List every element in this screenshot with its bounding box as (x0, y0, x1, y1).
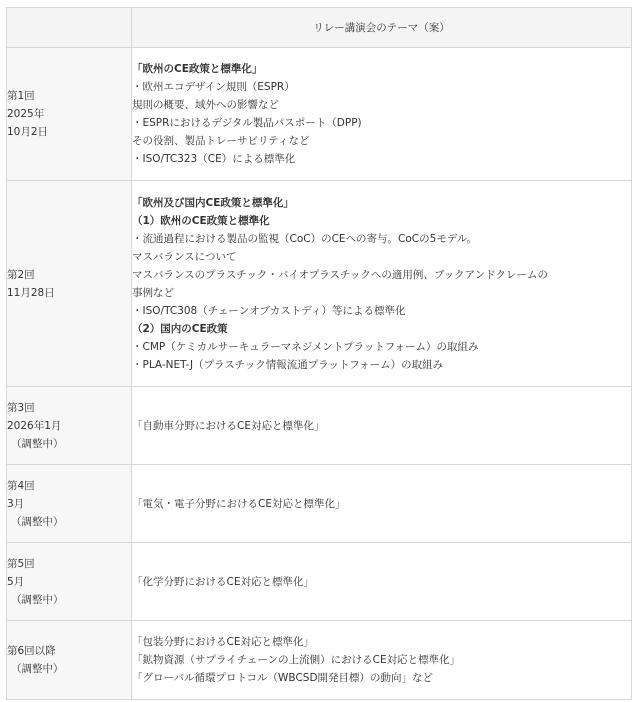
session-line: 3月 (7, 497, 25, 510)
session-line: 5月 (7, 575, 25, 588)
theme-line: 「化学分野におけるCE対応と標準化」 (132, 575, 314, 588)
theme-line: マスバランスのプラスチック・バイオプラスチックへの適用例、ブックアンドクレームの (132, 268, 549, 281)
session-cell (7, 181, 132, 387)
theme-cell (132, 181, 632, 387)
theme-cell (132, 465, 632, 543)
table-row (7, 543, 632, 621)
theme-line: 「グローバル循環プロトコル（WBCSD開発目標）の動向」など (132, 672, 434, 684)
theme-line: 事例など (132, 286, 174, 299)
table-row (7, 181, 632, 387)
session-cell (7, 621, 132, 700)
theme-line: 「自動車分野におけるCE対応と標準化」 (132, 419, 325, 432)
theme-subheading: （1）欧州のCE政策と標準化 (132, 214, 270, 227)
session-line: 11月28日 (7, 286, 55, 299)
lecture-schedule-table (6, 7, 632, 700)
session-cell (7, 465, 132, 543)
theme-line: マスバランスについて (132, 250, 237, 263)
theme-line: ・流通過程における製品の監視（CoC）のCEへの寄与。CoCの5モデル。 (132, 232, 477, 245)
theme-cell (132, 621, 632, 700)
session-cell (7, 543, 132, 621)
table-row (7, 621, 632, 700)
session-line: 第1回 (7, 90, 35, 102)
session-line: 第4回 (7, 479, 35, 492)
table-row (7, 48, 632, 181)
session-line: （調整中） (11, 663, 64, 675)
theme-cell (132, 387, 632, 465)
session-line: （調整中） (11, 593, 64, 606)
theme-line: ・欧州エコデザイン規則（ESPR） (132, 81, 295, 93)
session-line: 第2回 (7, 268, 35, 281)
session-line: 2025年 (7, 108, 45, 120)
theme-line: ・ESPRにおけるデジタル製品パスポート（DPP) (132, 117, 362, 129)
theme-line: ・CMP（ケミカルサーキュラーマネジメントプラットフォーム）の取組み (132, 340, 479, 353)
session-line: 第6回以降 (7, 645, 56, 657)
theme-line: ・ISO/TC323（CE）による標準化 (132, 153, 296, 165)
session-line: 第5回 (7, 557, 35, 570)
session-line: 10月2日 (7, 126, 49, 138)
theme-cell (132, 48, 632, 181)
theme-subheading: （2）国内のCE政策 (132, 322, 228, 335)
table-header-row (7, 8, 632, 48)
table-row (7, 465, 632, 543)
session-line: 2026年1月 (7, 419, 62, 432)
theme-line: その役割、製品トレーサビリティなど (132, 135, 310, 147)
session-line: 第3回 (7, 401, 35, 414)
theme-line: ・PLA-NET-J（プラスチック情報流通プラットフォーム）の取組み (132, 358, 444, 371)
table-body (7, 48, 632, 700)
theme-line: 規則の概要、域外への影響など (132, 99, 279, 111)
theme-title: 「欧州及び国内CE政策と標準化」 (132, 196, 294, 209)
session-line: （調整中） (11, 437, 64, 450)
theme-line: 「電気・電子分野におけるCE対応と標準化」 (132, 497, 346, 510)
session-line: （調整中） (11, 515, 64, 528)
theme-line: 「包装分野におけるCE対応と標準化」 (132, 636, 314, 648)
session-cell (7, 48, 132, 181)
table-row (7, 387, 632, 465)
header-theme-cell: リレー講演会のテーマ（案） (132, 8, 632, 48)
theme-line: ・ISO/TC308（チェーンオブカストディ）等による標準化 (132, 304, 406, 317)
session-cell (7, 387, 132, 465)
theme-line: 「鉱物資源（サプライチェーンの上流側）におけるCE対応と標準化」 (132, 654, 461, 666)
header-session-cell (7, 8, 132, 48)
theme-title: 「欧州のCE政策と標準化」 (132, 63, 263, 75)
theme-cell (132, 543, 632, 621)
